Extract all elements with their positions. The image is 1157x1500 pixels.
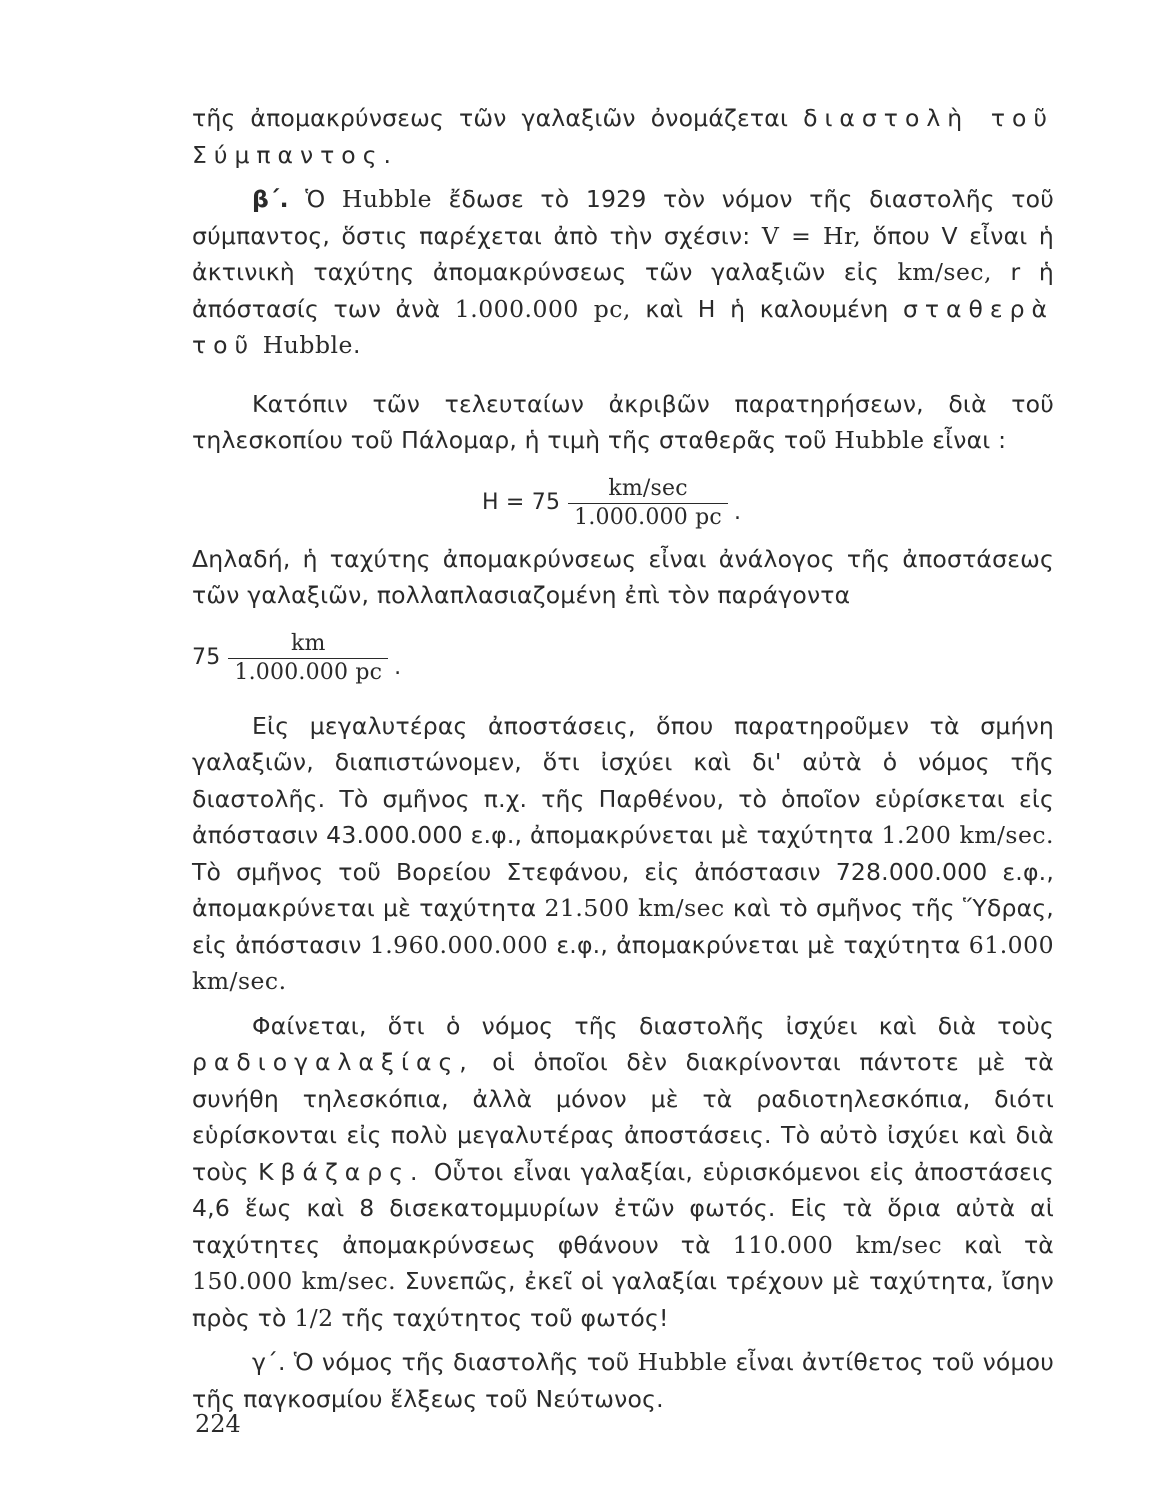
page-number: 224 [195,1410,241,1438]
p2-hubble: Hubble [341,185,433,213]
p2-a: Ὁ [305,185,326,213]
eq1-denominator: 1.000.000 pc [568,503,728,532]
eq2-fraction [228,630,388,687]
p7-label: γ΄. [252,1348,286,1376]
p4-a: Δηλαδή, ἡ ταχύτης ἀπομακρύνσεως εἶναι ἀνάλογος τῆς ἀποστάσεως τῶν γαλαξιῶν, πολλαπλασιαζομένη ἐπὶ τὸν παράγοντα [192,544,1054,609]
equation-factor [192,626,1054,692]
p6-h: 150.000 km/sec. [192,1267,397,1295]
p1-text: τῆς ἀπομακρύνσεως τῶν γαλαξιῶν ὀνομάζεται [192,104,789,132]
p2-hubble-spaced: Hubble [262,331,353,359]
p6-j: 1/2 [294,1303,334,1332]
p2-end: . [352,331,361,359]
p5-f: 728.000.000 [835,857,988,886]
p5-i: καὶ τὸ σμῆνος τῆς Ὕδρας, εἰς ἀπόστασιν [192,894,1054,959]
paragraph-7 [192,1344,1054,1417]
p5-a: Εἰς μεγαλυτέρας ἀποστάσεις, ὅπου παρατηροῦμεν τὰ σμήνη γαλαξιῶν, διαπιστώνομεν, ὅτι ἰσχύει καὶ δι' αὐτὰ ὁ νόμος τῆς διαστολῆς. Τὸ σμῆνος π.χ. τῆς Παρθένου, τὸ ὁποῖον εὑρίσκεται εἰς ἀπόστασιν [192,711,1054,849]
eq2-denominator: 1.000.000 pc [228,658,388,687]
p5-j: 1.960.000.000 [369,930,549,959]
p7-hubble: Hubble [637,1348,728,1376]
p2-spaced-term: σταθερὰ τοῦ [192,294,1055,359]
eq1-numerator: km/sec [608,476,688,501]
paragraph-5 [192,708,1054,1000]
p2-i: καὶ H ἡ καλουμένη [645,294,889,323]
p6-spaced-radio: ραδιογαλαξίας, [192,1048,474,1076]
eq1-end: . [733,500,742,526]
p7-a: Ὁ νόμος τῆς διαστολῆς τοῦ [293,1348,630,1376]
p6-a: Φαίνεται, ὅτι ὁ νόμος τῆς διαστολῆς ἰσχύει καὶ διὰ τοὺς [252,1011,1054,1040]
eq1-fraction [568,475,728,532]
p6-i: Συνεπῶς, ἐκεῖ οἱ γαλαξίαι τρέχουν μὲ ταχύτητα, ἴσην πρὸς τὸ [192,1267,1054,1332]
p5-h: 21.500 km/sec [544,894,725,922]
p6-f: 110.000 km/sec [732,1230,943,1259]
p6-spaced-quasars: Κβάζαρς. [258,1157,425,1186]
p5-c: ε.φ., ἀπομακρύνεται μὲ ταχύτητα [470,821,874,849]
p2-c: ἔδωσε τὸ 1929 τὸν νόμον τῆς διαστολῆς τοῦ σύμπαντος, ὅστις παρέχεται ἀπὸ τὴν σχέσιν: [192,185,1055,250]
page-body [192,100,1054,1417]
p6-g: καὶ τὰ [964,1230,1054,1259]
p2-e: ὅπου V εἶναι ἡ ἀκτινικὴ ταχύτης ἀπομακρύνσεως τῶν γαλαξιῶν εἰς [192,221,1054,286]
p3-a: Κατόπιν τῶν τελευταίων ἀκριβῶν παρατηρήσεων, διὰ τοῦ τηλεσκοπίου τοῦ Πάλομαρ, ἡ τιμὴ τῆς σταθερᾶς τοῦ [192,389,1054,454]
p5-d: 1.200 km/sec. [881,821,1054,849]
equation-hubble-constant [192,471,1054,537]
eq2-lhs: 75 [192,645,221,671]
p3-hubble: Hubble [834,426,925,454]
p6-e: Οὗτοι εἶναι γαλαξίαι, εὑρισκόμενοι εἰς ἀποστάσεις 4,6 ἕως καὶ 8 δισεκατομμυρίων ἐτῶν φωτός. Εἰς τὰ ὅρια αὐτὰ αἱ ταχύτητες ἀπομακρύνσεως φθάνουν τὰ [192,1157,1054,1259]
p2-unit: km/sec, [897,258,992,286]
p3-c: εἶναι : [932,426,1007,454]
p1-end: . [383,140,392,169]
paragraph-4 [192,541,1054,614]
p5-k: ε.φ., ἀπομακρύνεται μὲ ταχύτητα [556,930,961,959]
p6-k: τῆς ταχύτητος τοῦ φωτός! [341,1303,669,1332]
eq1-lhs: H = 75 [482,490,561,516]
paragraph-1 [192,100,1054,173]
p5-g: ε.φ., ἀπομακρύνεται μὲ ταχύτητα [192,857,1055,922]
eq2-end: . [394,655,402,681]
paragraph-3 [192,386,1054,459]
p1-spaced-term: διαστολὴ τοῦ Σύμπαντος [192,104,1055,169]
p2-formula: V = Hr, [761,221,862,250]
p6-c: οἱ ὁποῖοι δὲν διακρίνονται πάντοτε μὲ τὰ συνήθη τηλεσκόπια, ἀλλὰ μόνον μὲ τὰ ραδιοτηλεσκόπια, διότι εὑρίσκονται εἰς πολὺ μεγαλυτέρας ἀποστάσεις. Τὸ αὐτὸ ἰσχύει καὶ διὰ τοὺς [192,1048,1054,1186]
p2-label: β΄. [252,185,289,213]
paragraph-2 [192,181,1054,364]
paragraph-6 [192,1008,1054,1337]
p5-l: 61.000 km/sec. [192,930,1055,995]
p2-g: r ἡ ἀπόστασίς των ἀνὰ [192,258,1054,323]
p2-distance: 1.000.000 pc, [454,294,631,323]
eq2-numerator: km [290,631,326,656]
p7-c: εἶναι ἀντίθετος τοῦ νόμου τῆς παγκοσμίου ἕλξεως τοῦ Νεύτωνος. [192,1348,1054,1413]
p5-e: Τὸ σμῆνος τοῦ Βορείου Στεφάνου, εἰς ἀπόστασιν [192,857,821,886]
p5-b: 43.000.000 [326,821,463,849]
